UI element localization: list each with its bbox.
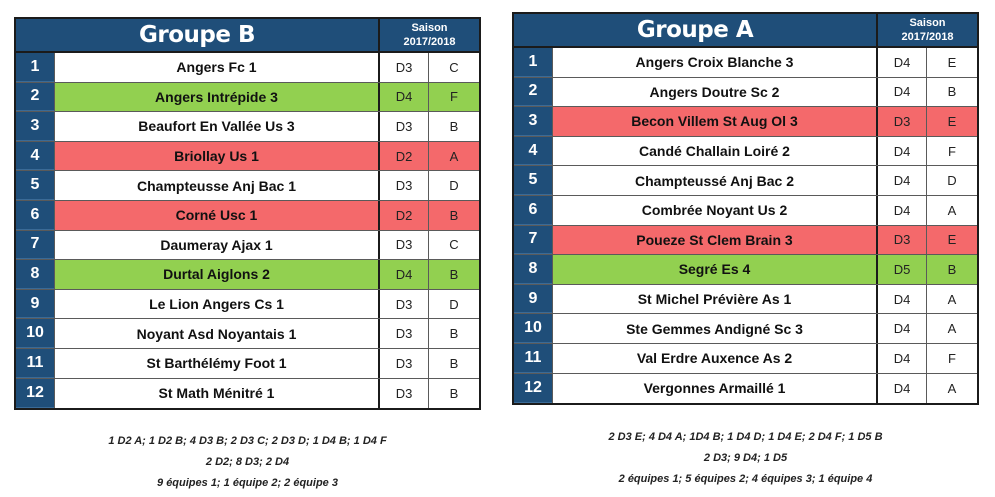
table-row [514,166,977,196]
division-cell: D4 [878,314,927,343]
division-group-cell: D [947,173,957,189]
division-cell: D4 [878,344,927,373]
division-cell: D3 [380,349,429,378]
team-name: Durtal Aiglons 2 [54,260,380,289]
table-row [514,374,977,404]
summary-line: 2 D2; 8 D3; 2 D4 [205,456,290,468]
season-label: Saison [909,17,946,29]
table-row [16,112,479,142]
rank-number: 6 [514,196,552,225]
division-group-cell: B [429,201,479,230]
division-cell: D5 [878,255,927,284]
team-name: Combrée Noyant Us 2 [552,196,878,225]
table-row [514,255,977,285]
team-name: Segré Es 4 [552,255,878,284]
team-name: Corné Usc 1 [54,201,380,230]
rank-number: 3 [514,107,552,136]
table-row [16,379,479,409]
group-b-summary [14,431,481,494]
rank-number: 3 [16,112,54,141]
division-cell: D3 [380,112,429,141]
season-header [878,14,977,46]
rank-number: 1 [514,48,552,77]
team-name: Champteussé Anj Bac 2 [552,166,878,195]
team-name: Beaufort En Vallée Us 3 [54,112,380,141]
division-cell: D2 [380,142,429,171]
division-group-cell: B [449,326,459,342]
summary-line: 2 D3; 9 D4; 1 D5 [703,452,788,464]
team-name: Le Lion Angers Cs 1 [54,290,380,319]
table-row [514,107,977,137]
summary-line: 2 équipes 1; 5 équipes 2; 4 équipes 3; 1 équipe 4 [618,473,873,485]
summary-line: 9 équipes 1; 1 équipe 2; 2 équipe 3 [157,477,338,489]
group-a-table [512,12,979,405]
rank-number: 5 [16,171,54,200]
rank-number: 8 [514,255,552,284]
table-row [16,260,479,290]
team-name: Angers Croix Blanche 3 [552,48,878,77]
summary-line: 1 D2 A; 1 D2 B; 4 D3 B; 2 D3 C; 2 D3 D; 1 D4 B; 1 D4 F [108,435,387,447]
rank-number: 4 [514,137,552,166]
division-group-cell: C [449,237,459,253]
table-header [16,19,479,53]
season-header [380,19,479,51]
table-row [514,285,977,315]
group-title: Groupe A [514,14,878,46]
team-name: Candé Challain Loiré 2 [552,137,878,166]
division-group-cell: B [429,260,479,289]
rank-number: 12 [514,374,552,404]
table-row [16,201,479,231]
division-group-cell: E [927,226,977,255]
table-row [16,83,479,113]
team-name: Val Erdre Auxence As 2 [552,344,878,373]
rank-number: 2 [514,78,552,107]
division-group-cell: F [429,83,479,112]
table-row [16,290,479,320]
season-years: 2017/2018 [403,36,456,48]
division-group-cell: A [429,142,479,171]
table-row [514,314,977,344]
table-row [16,53,479,83]
division-group-cell: E [927,107,977,136]
division-cell: D3 [380,231,429,260]
division-cell: D3 [878,107,927,136]
division-cell: D4 [878,78,927,107]
rank-number: 1 [16,53,54,82]
division-cell: D4 [878,166,927,195]
rank-number: 10 [16,319,54,348]
table-row [514,137,977,167]
division-cell: D3 [878,226,927,255]
division-cell: D4 [878,137,927,166]
division-cell: D4 [380,83,429,112]
division-cell: D3 [380,319,429,348]
group-title: Groupe B [16,19,380,51]
table-body [16,53,479,408]
division-cell: D3 [380,379,429,409]
team-name: Briollay Us 1 [54,142,380,171]
division-group-cell: F [948,143,956,159]
table-row [16,319,479,349]
division-group-cell: C [449,59,459,75]
division-group-cell: F [948,350,956,366]
table-row [16,171,479,201]
rank-number: 7 [514,226,552,255]
rank-number: 12 [16,379,54,409]
team-name: Vergonnes Armaillé 1 [552,374,878,404]
table-row [514,48,977,78]
team-name: St Math Ménitré 1 [54,379,380,409]
table-row [16,231,479,261]
team-name: Noyant Asd Noyantais 1 [54,319,380,348]
team-name: St Michel Prévière As 1 [552,285,878,314]
season-label: Saison [411,22,448,34]
division-cell: D3 [380,53,429,82]
division-cell: D3 [380,290,429,319]
rank-number: 2 [16,83,54,112]
group-a-summary [512,427,979,490]
team-name: Angers Doutre Sc 2 [552,78,878,107]
division-cell: D4 [878,285,927,314]
table-row [514,196,977,226]
team-name: Ste Gemmes Andigné Sc 3 [552,314,878,343]
rank-number: 9 [514,285,552,314]
division-group-cell: A [947,321,957,337]
team-name: St Barthélémy Foot 1 [54,349,380,378]
division-group-cell: A [947,291,957,307]
division-group-cell: B [947,84,957,100]
division-cell: D4 [380,260,429,289]
team-name: Becon Villem St Aug Ol 3 [552,107,878,136]
rank-number: 8 [16,260,54,289]
division-group-cell: B [449,355,459,371]
rank-number: 9 [16,290,54,319]
division-cell: D4 [878,374,927,404]
division-cell: D4 [878,48,927,77]
team-name: Poueze St Clem Brain 3 [552,226,878,255]
rank-number: 4 [16,142,54,171]
table-row [514,78,977,108]
rank-number: 10 [514,314,552,343]
team-name: Angers Fc 1 [54,53,380,82]
division-group-cell: B [449,385,459,401]
group-b-table [14,17,481,410]
table-row [16,349,479,379]
division-group-cell: D [449,178,459,194]
division-group-cell: A [947,380,957,396]
division-group-cell: B [449,118,459,134]
season-years: 2017/2018 [901,31,954,43]
table-body [514,48,977,403]
team-name: Angers Intrépide 3 [54,83,380,112]
division-group-cell: E [947,54,957,70]
table-row [514,226,977,256]
table-header [514,14,977,48]
team-name: Daumeray Ajax 1 [54,231,380,260]
division-cell: D4 [878,196,927,225]
division-group-cell: B [927,255,977,284]
rank-number: 7 [16,231,54,260]
division-group-cell: A [947,202,957,218]
summary-line: 2 D3 E; 4 D4 A; 1D4 B; 1 D4 D; 1 D4 E; 2 D4 F; 1 D5 B [608,431,883,443]
division-cell: D2 [380,201,429,230]
division-cell: D3 [380,171,429,200]
table-row [514,344,977,374]
division-group-cell: D [449,296,459,312]
rank-number: 11 [16,349,54,378]
table-row [16,142,479,172]
rank-number: 6 [16,201,54,230]
rank-number: 11 [514,344,552,373]
team-name: Champteusse Anj Bac 1 [54,171,380,200]
rank-number: 5 [514,166,552,195]
